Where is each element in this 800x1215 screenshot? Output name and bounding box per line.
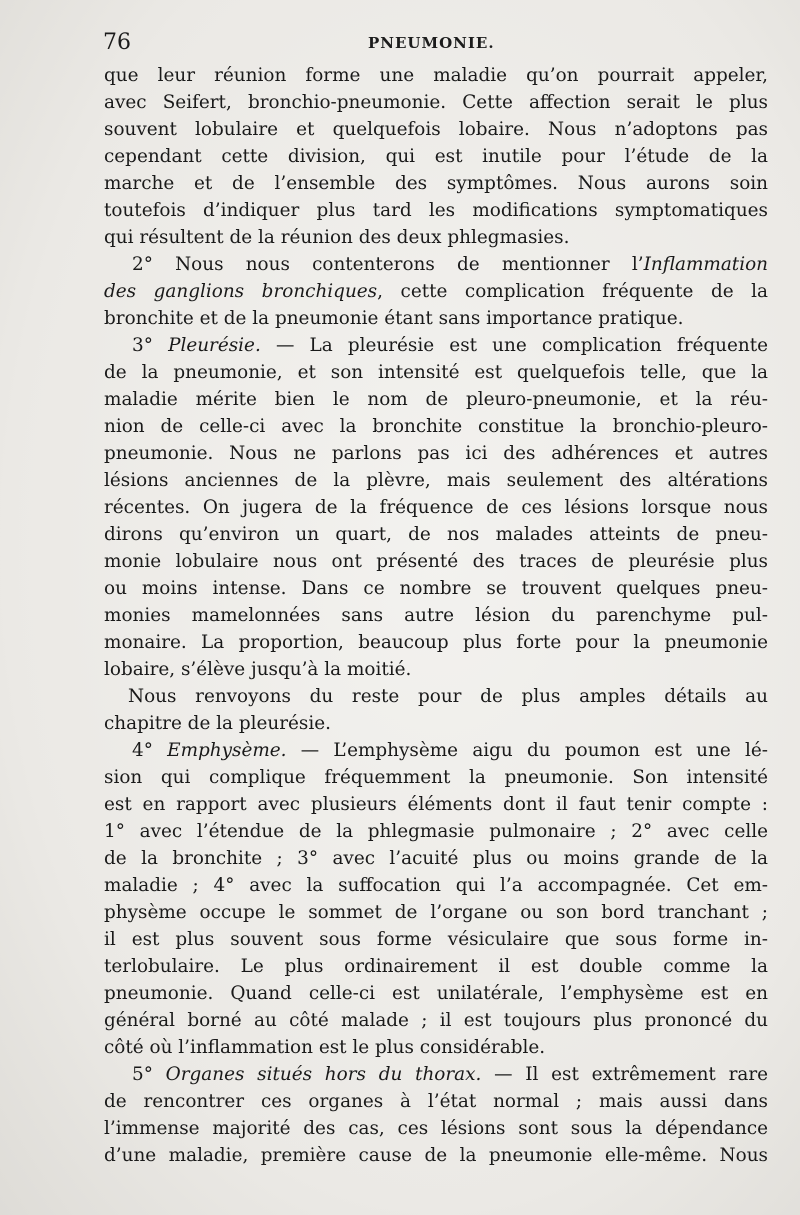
text-line: de la pneumonie, et son intensité est quelquefois telle, que la xyxy=(104,362,768,383)
text-line: marche et de l’ensemble des symptômes. Nous aurons soin xyxy=(104,173,768,194)
text-line: des ganglions bronchiques, cette complication fréquente de la xyxy=(104,281,768,302)
text-line: ou moins intense. Dans ce nombre se trouvent quelques pneu- xyxy=(104,578,768,599)
text-line: pneumonie. Nous ne parlons pas ici des adhérences et autres xyxy=(104,443,768,464)
text-line: terlobulaire. Le plus ordinairement il est double comme la xyxy=(104,956,768,977)
text-line: nion de celle-ci avec la bronchite constitue la bronchio-pleuro- xyxy=(104,416,768,437)
text-line: monies mamelonnées sans autre lésion du parenchyme pul- xyxy=(104,605,768,626)
text-line: Nous renvoyons du reste pour de plus amples détails au xyxy=(128,686,768,707)
text-line: de rencontrer ces organes à l’état normal ; mais aussi dans xyxy=(104,1091,768,1112)
text-line: souvent lobulaire et quelquefois lobaire. Nous n’adoptons pas xyxy=(104,119,768,140)
page-header xyxy=(103,30,715,60)
text-line: 2° Nous nous contenterons de mentionner l’Inflammation xyxy=(132,254,768,275)
text-line: général borné au côté malade ; il est toujours plus prononcé du xyxy=(104,1010,768,1031)
text-line: cependant cette division, qui est inutile pour l’étude de la xyxy=(104,146,768,167)
text-line: de la bronchite ; 3° avec l’acuité plus ou moins grande de la xyxy=(104,848,768,869)
text-line: toutefois d’indiquer plus tard les modifications symptomatiques xyxy=(104,200,768,221)
text-line: monie lobulaire nous ont présenté des traces de pleurésie plus xyxy=(104,551,768,572)
text-line: 3° Pleurésie. — La pleurésie est une complication fréquente xyxy=(132,335,768,356)
text-line: bronchite et de la pneumonie étant sans importance pratique. xyxy=(104,308,684,329)
text-line: monaire. La proportion, beaucoup plus forte pour la pneumonie xyxy=(104,632,768,653)
text-line: l’immense majorité des cas, ces lésions sont sous la dépendance xyxy=(104,1118,768,1139)
text-line: dirons qu’environ un quart, de nos malades atteints de pneu- xyxy=(104,524,768,545)
text-line: sion qui complique fréquemment la pneumonie. Son intensité xyxy=(104,767,768,788)
text-line: qui résultent de la réunion des deux phlegmasies. xyxy=(104,227,570,248)
text-line: physème occupe le sommet de l’organe ou son bord tranchant ; xyxy=(104,902,768,923)
text-line: maladie mérite bien le nom de pleuro-pneumonie, et la réu- xyxy=(104,389,768,410)
running-title: PNEUMONIE. xyxy=(368,34,495,52)
text-line: que leur réunion forme une maladie qu’on pourrait appeler, xyxy=(104,65,768,86)
text-line: 4° Emphysème. — L’emphysème aigu du poumon est une lé- xyxy=(132,740,768,761)
text-line: 5° Organes situés hors du thorax. — Il est extrêmement rare xyxy=(132,1064,768,1085)
text-line: maladie ; 4° avec la suffocation qui l’a accompagnée. Cet em- xyxy=(104,875,768,896)
text-line: lobaire, s’élève jusqu’à la moitié. xyxy=(104,659,412,680)
text-line: 1° avec l’étendue de la phlegmasie pulmonaire ; 2° avec celle xyxy=(104,821,768,842)
text-line: lésions anciennes de la plèvre, mais seulement des altérations xyxy=(104,470,768,491)
body-text xyxy=(104,62,768,1169)
text-line: est en rapport avec plusieurs éléments dont il faut tenir compte : xyxy=(104,794,768,815)
text-line: chapitre de la pleurésie. xyxy=(104,713,331,734)
text-line: avec Seifert, bronchio-pneumonie. Cette affection serait le plus xyxy=(104,92,768,113)
text-line: il est plus souvent sous forme vésiculaire que sous forme in- xyxy=(104,929,768,950)
text-line: pneumonie. Quand celle-ci est unilatérale, l’emphysème est en xyxy=(104,983,768,1004)
text-line: côté où l’inflammation est le plus considérable. xyxy=(104,1037,546,1058)
text-line: d’une maladie, première cause de la pneumonie elle-même. Nous xyxy=(104,1145,768,1166)
text-line: récentes. On jugera de la fréquence de ces lésions lorsque nous xyxy=(104,497,768,518)
page-number: 76 xyxy=(103,30,131,55)
